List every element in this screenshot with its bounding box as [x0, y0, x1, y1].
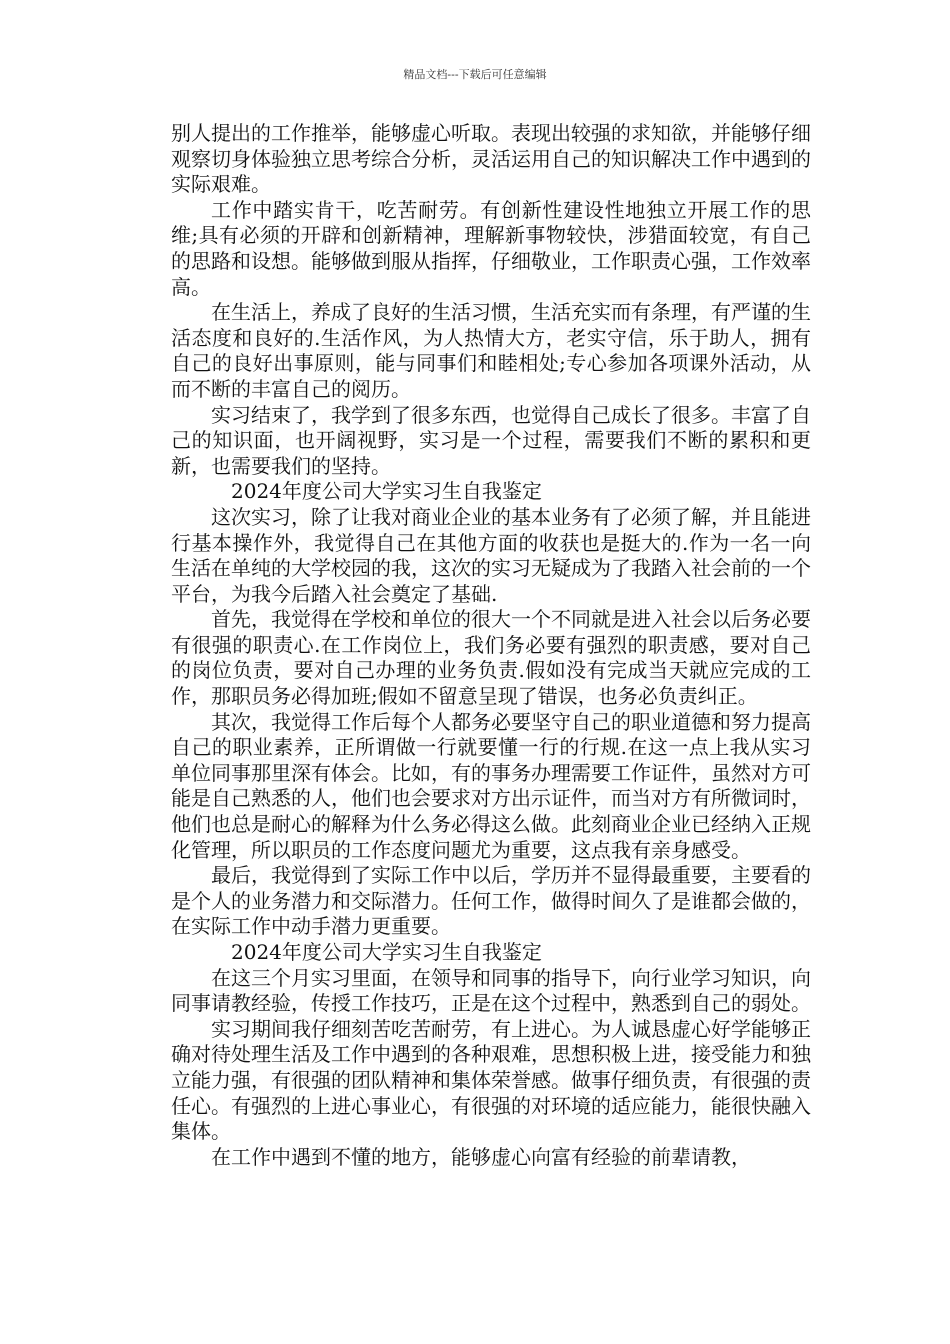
page-header: 精品文档---下载后可任意编辑 [403, 68, 547, 81]
paragraph: 首先，我觉得在学校和单位的很大一个不同就是进入社会以后务必要有很强的职责心.在工作岗位上，我们务必要有强烈的职责感，要对自己的岗位负责，要对自己办理的业务负责.假如没有完成当天就应完成的工作，那职员务必得加班;假如不留意呈现了错误，也务必负责纠正。 [171, 607, 811, 709]
paragraph: 在工作中遇到不懂的地方，能够虚心向富有经验的前辈请教， [211, 1144, 751, 1169]
paragraph: 别人提出的工作推举，能够虚心听取。表现出较强的求知欲，并能够仔细观察切身体验独立思考综合分析，灵活运用自己的知识解决工作中遇到的实际艰难。 [171, 121, 811, 197]
paragraph: 实习结束了，我学到了很多东西，也觉得自己成长了很多。丰富了自己的知识面，也开阔视野，实习是一个过程，需要我们不断的累积和更新，也需要我们的坚持。 [171, 402, 811, 478]
section-heading: 2024年度公司大学实习生自我鉴定 [231, 940, 542, 964]
paragraph: 这次实习，除了让我对商业企业的基本业务有了必须了解，并且能进行基本操作外，我觉得自己在其他方面的收获也是挺大的.作为一名一向生活在单纯的大学校园的我，这次的实习无疑成为了我踏入社会前的一个平台，为我今后踏入社会奠定了基础. [171, 504, 811, 606]
paragraph: 工作中踏实肯干，吃苦耐劳。有创新性建设性地独立开展工作的思维;具有必须的开辟和创新精神，理解新事物较快，涉猎面较宽，有自己的思路和设想。能够做到服从指挥，仔细敬业，工作职责心强，工作效率高。 [171, 197, 811, 299]
paragraph: 在这三个月实习里面，在领导和同事的指导下，向行业学习知识，向同事请教经验，传授工作技巧，正是在这个过程中，熟悉到自己的弱处。 [171, 965, 811, 1016]
paragraph: 实习期间我仔细刻苦吃苦耐劳，有上进心。为人诚恳虚心好学能够正确对待处理生活及工作中遇到的各种艰难，思想积极上进，接受能力和独立能力强，有很强的团队精神和集体荣誉感。做事仔细负责，有很强的责任心。有强烈的上进心事业心，有很强的对环境的适应能力，能很快融入集体。 [171, 1016, 811, 1144]
paragraph: 最后，我觉得到了实际工作中以后，学历并不显得最重要，主要看的是个人的业务潜力和交际潜力。任何工作，做得时间久了是谁都会做的，在实际工作中动手潜力更重要。 [171, 863, 811, 939]
section-heading: 2024年度公司大学实习生自我鉴定 [231, 479, 542, 504]
document-body [171, 121, 811, 1170]
paragraph: 在生活上，养成了良好的生活习惯，生活充实而有条理，有严谨的生活态度和良好的.生活作风，为人热情大方，老实守信，乐于助人，拥有自己的良好出事原则，能与同事们和睦相处;专心参加各项课外活动，从而不断的丰富自己的阅历。 [171, 300, 811, 401]
paragraph: 其次，我觉得工作后每个人都务必要坚守自己的职业道德和努力提高自己的职业素养，正所谓做一行就要懂一行的行规.在这一点上我从实习单位同事那里深有体会。比如，有的事务办理需要工作证件，虽然对方可能是自己熟悉的人，他们也会要求对方出示证件，而当对方有所微词时，他们也总是耐心的解释为什么务必得这么做。此刻商业企业已经纳入正规化管理，所以职员的工作态度问题尤为重要，这点我有亲身感受。 [171, 709, 811, 862]
